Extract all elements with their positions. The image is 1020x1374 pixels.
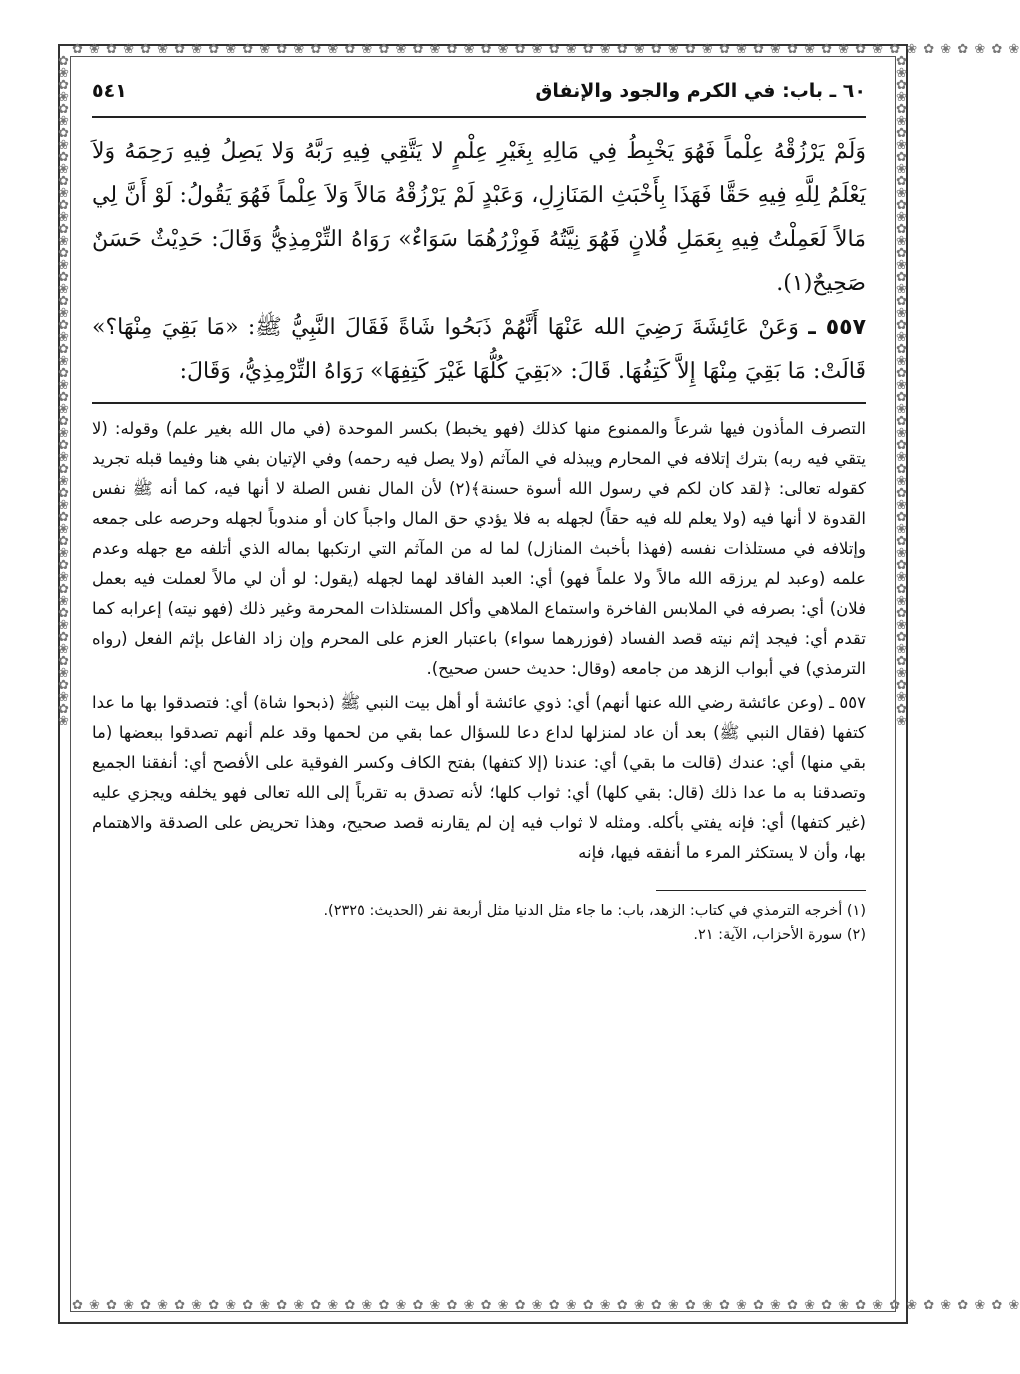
commentary-paragraph-2: ٥٥٧ ـ (وعن عائشة رضي الله عنها أنهم) أي: ذوي عائشة أو أهل بيت النبي ﷺ (ذبحوا شاة) أي: فتصدقوا بها ما عدا كتفها (فقال النبي ﷺ) بعد أن عاد لمنزلها لداع دعا للسؤال عما بقي من لحمها وقد علم أنهم تصدقوا ببعضها (ما بقي منها) أي: عندك (قالت ما بقي) أي: عندنا (إلا كتفها) بفتح الكاف وكسر الفوقية على الأفصح أي: أنفقنا الجميع وتصدقنا به ما عدا ذلك (قال: بقي كلها) أي: ثواب كلها؛ لأنه تصدق به تقرباً إلى الله تعالى فهو يخلفه ويجزي عليه (غير كتفها) أي: فإنه يفتي بأكله. ومثله لا ثواب فيه إن لم يقارنه قصد صحيح، وهذا تحريض على الصدقة والاهتمام بها، وأن لا يستكثر المرء ما أنفقه فيها، فإنه — [92, 693, 866, 862]
commentary — [92, 414, 866, 868]
hadith-557 — [92, 306, 866, 394]
commentary-paragraph-1: التصرف المأذون فيها شرعاً والممنوع منها كذلك (فهو يخبط) بكسر الموحدة (في مال الله بغير علم) وقوله: (لا يتقي فيه ربه) بترك إتلافه في المحارم ويبذله في المآثم (ولا يصل فيه رحمه) وفي الإتيان بفي هنا وفيما قبله تجريد كقوله تعالى: ﴿لقد كان لكم في رسول الله أسوة حسنة﴾(٢) لأن المال نفس الصلة لا أنها فيه، كما أنه ﷺ نفس القدوة لا أنها فيه (ولا يعلم لله فيه حقاً) لجهله به فلا يؤدي حق المال واجباً كان أو مندوباً لجهله وحرصه على جمعه وإتلافه في مستلذات نفسه (فهذا بأخبث المنازل) لما له من المآثم التي ارتكبها بماله الذي أتلفه مع جهله وعدم علمه (وعبد لم يرزقه الله مالاً ولا علماً فهو) أي: العبد الفاقد لهما لجهله (يقول: لو أن لي مالاً لعملت فيه بعمل فلان) أي: بصرفه في الملابس الفاخرة واستماع الملاهي وأكل المستلذات المحرمة وغير ذلك (فهو نيته) إعرابه كما تقدم أي: فيجد إثم نيته قصد الفساد (فوزرهما سواء) باعتبار العزم على المحرم وإن زاد الفاعل بإثم الفعل (رواه الترمذي) في أبواب الزهد من جامعه (وقال: حديث حسن صحيح). — [92, 419, 867, 678]
page-number: ٥٤١ — [92, 80, 127, 102]
hadith-number: ٥٥٧ ـ — [808, 315, 867, 340]
ornament-top: ✿ ❀ ✿ ❀ ✿ ❀ ✿ ❀ ✿ ❀ ✿ ❀ ✿ ❀ ✿ ❀ ✿ ❀ ✿ ❀ ✿ ❀ ✿ ❀ ✿ ❀ ✿ ❀ ✿ ❀ ✿ ❀ ✿ ❀ ✿ ❀ ✿ ❀ ✿ ❀ ✿ ❀ ✿ ❀ ✿ ❀ ✿ ❀ ✿ ❀ ✿ ❀ ✿ ❀ ✿ ❀ — [72, 42, 1020, 57]
ornament-right: ✿ ❀ ✿ ❀ ✿ ❀ ✿ ❀ ✿ ❀ ✿ ❀ ✿ ❀ ✿ ❀ ✿ ❀ ✿ ❀ ✿ ❀ ✿ ❀ ✿ ❀ ✿ ❀ ✿ ❀ ✿ ❀ ✿ ❀ ✿ ❀ ✿ ❀ ✿ ❀ ✿ ❀ ✿ ❀ ✿ ❀ ✿ ❀ ✿ ❀ ✿ ❀ ✿ ❀ ✿ ❀ — [896, 54, 908, 729]
footnote-2: (٢) سورة الأحزاب، الآية: ٢١. — [693, 927, 866, 943]
hadith-557-text: وَعَنْ عَائِشَةَ رَضِيَ الله عَنْهَا أَنَّهُمْ ذَبَحُوا شَاةً فَقَالَ النَّبِيُّ ﷺ: «مَا بَقِيَ مِنْهَا؟» قَالَتْ: مَا بَقِيَ مِنْهَا إِلاَّ كَتِفُهَا. قَالَ: «بَقِيَ كُلُّهَا غَيْرَ كَتِفِهَا» رَوَاهُ التِّرْمِذِيُّ، وَقَالَ: — [92, 315, 866, 384]
hadith-continuation: وَلَمْ يَرْزُقْهُ عِلْماً فَهُوَ يَخْبِطُ فِي مَالِهِ بِغَيْرِ عِلْمٍ لا يَتَّقِي فِيهِ رَبَّهُ وَلا يَصِلُ فِيهِ رَحِمَهُ وَلاَ يَعْلَمُ لِلَّهِ فِيهِ حَقَّا فَهَذَا بِأَخْبَثِ المَنَازِلِ، وَعَبْدٍ لَمْ يَرْزُقْهُ مَالاً وَلاَ عِلْماً فَهُوَ يَقُولُ: لَوْ أَنَّ لِي مَالاً لَعَمِلْتُ فِيهِ بِعَمَلِ فُلانٍ فَهُوَ نِيَّتُهُ فَوِزْرُهُمَا سَوَاءٌ» رَوَاهُ التِّرْمِذِيُّ وَقَالَ: حَدِيْثٌ حَسَنٌ صَحِيحٌ(١). — [92, 139, 867, 296]
footnotes — [92, 899, 866, 947]
footnote-1: (١) أخرجه الترمذي في كتاب: الزهد، باب: ما جاء مثل الدنيا مثل أربعة نفر (الحديث: ٢٣٢٥). — [323, 903, 866, 919]
chapter-title: ٦٠ ـ باب: في الكرم والجود والإنفاق — [535, 80, 866, 102]
text-commentary-separator — [92, 402, 866, 404]
ornament-bottom: ✿ ❀ ✿ ❀ ✿ ❀ ✿ ❀ ✿ ❀ ✿ ❀ ✿ ❀ ✿ ❀ ✿ ❀ ✿ ❀ ✿ ❀ ✿ ❀ ✿ ❀ ✿ ❀ ✿ ❀ ✿ ❀ ✿ ❀ ✿ ❀ ✿ ❀ ✿ ❀ ✿ ❀ ✿ ❀ ✿ ❀ ✿ ❀ ✿ ❀ ✿ ❀ ✿ ❀ ✿ ❀ — [72, 1298, 1020, 1313]
footnote-rule — [656, 890, 866, 891]
hadith-text — [92, 130, 866, 394]
page-content — [92, 80, 866, 947]
ornament-left: ✿ ❀ ✿ ❀ ✿ ❀ ✿ ❀ ✿ ❀ ✿ ❀ ✿ ❀ ✿ ❀ ✿ ❀ ✿ ❀ ✿ ❀ ✿ ❀ ✿ ❀ ✿ ❀ ✿ ❀ ✿ ❀ ✿ ❀ ✿ ❀ ✿ ❀ ✿ ❀ ✿ ❀ ✿ ❀ ✿ ❀ ✿ ❀ ✿ ❀ ✿ ❀ ✿ ❀ ✿ ❀ — [58, 54, 70, 729]
running-header — [92, 80, 866, 118]
